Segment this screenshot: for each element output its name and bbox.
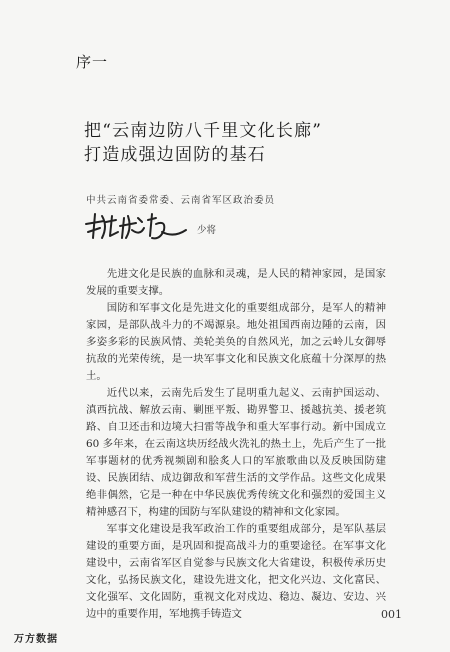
author-role: 中共云南省委常委、云南省军区政治委员 [86,195,276,206]
page-number: 001 [381,608,402,621]
section-label: 序一 [76,53,109,71]
paragraph: 国防和军事文化是先进文化的重要组成部分，是军人的精神家园，是部队战斗力的不竭源泉。地处祖国西南边陲的云南，因多姿多彩的民族风情、美轮美奂的自然风光，加之云岭儿女御辱抗敌的光荣传统，是一块军事文化和民族文化底蕴十分深厚的热土。 [86,302,386,382]
author-rank: 少将 [197,225,217,236]
paragraph: 先进文化是民族的血脉和灵魂，是人民的精神家园，是国家发展的重要支撑。 [86,268,386,297]
paragraph: 近代以来，云南先后发生了昆明重九起义、云南护国运动、滇西抗战、解放云南、剿匪平叛、勘界警卫、援越抗美、援老筑路、自卫还击和边境大扫雷等战争和重大军事行动。新中国成立 60 多年来，在云南这块历经战火洗礼的热土上，先后产生了一批军事题材的优秀视频剧和脍炙人口的军旅歌曲以及反映国防建设、民族团结、成边御敌和军营生活的文学作品。这些文化成果绝非偶然，它是一种在中华民族优秀传统文化和强烈的爱国主义精神感召下，构建的国防与军队建设的精神和文化家园。 [86,387,386,518]
watermark: 万方数据 [14,634,58,645]
title-line-1: 把“云南边防八千里文化长廊” [84,121,323,141]
title-line-2: 打造成强边固防的基石 [84,145,266,165]
paragraph: 军事文化建设是我军政治工作的重要组成部分，是军队基层建设的重要方面，是巩固和提高战斗力的重要途径。在军事文化建设中，云南省军区自觉参与民族文化大省建设，积极传承历史文化，弘扬民族文化，建设先进文化，把文化兴边、文化富民、文化强军、文化固防，重视文化对戍边、稳边、凝边、安边、兴边中的重要作用，军地携手铸造文 [86,523,386,620]
article-title [84,119,404,167]
handwritten-signature [82,208,192,246]
body-text [86,266,386,623]
